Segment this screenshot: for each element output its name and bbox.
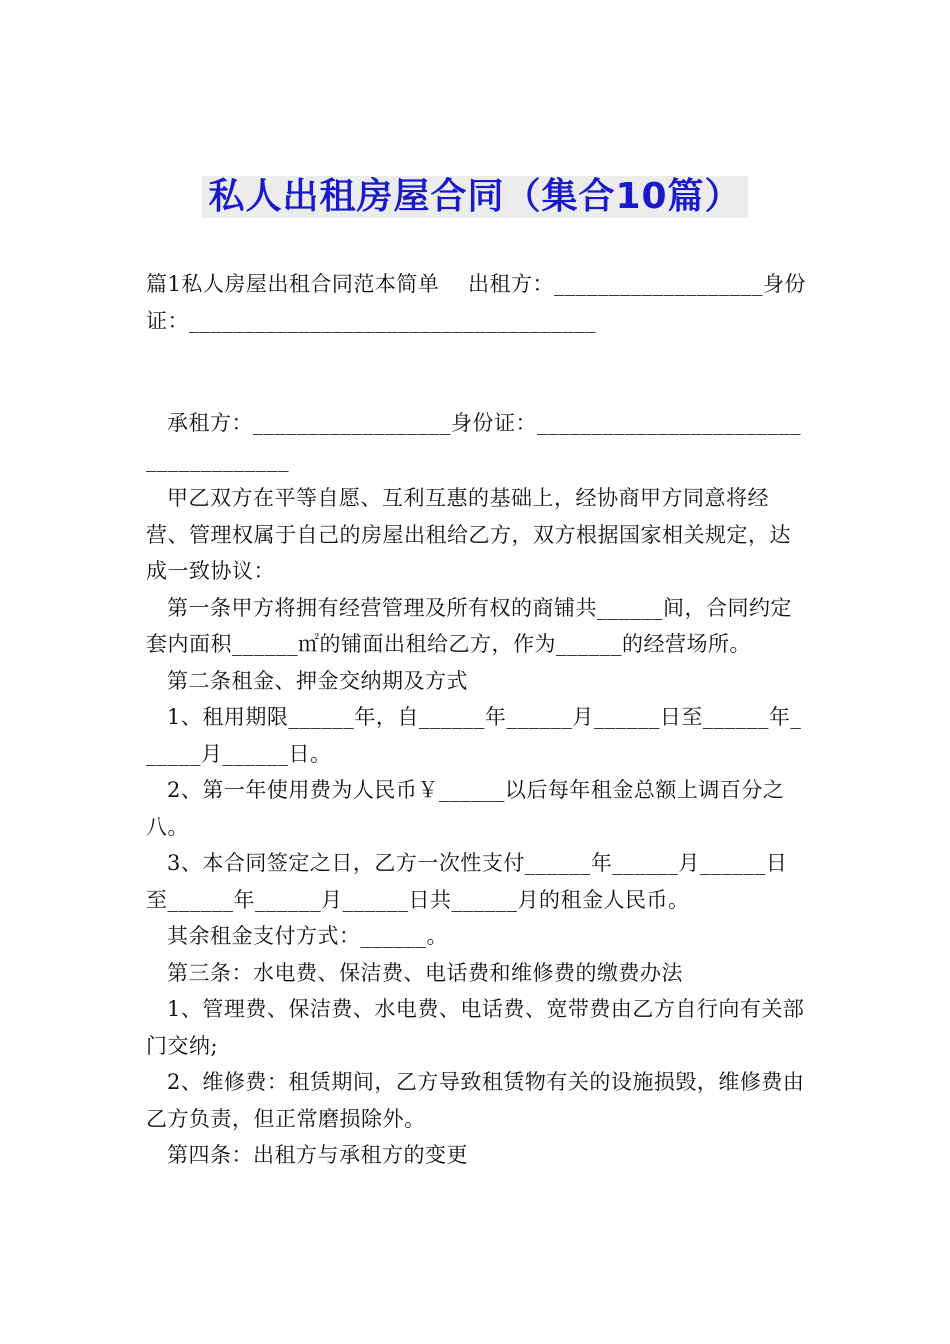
title-container — [0, 176, 950, 218]
document-title: 私人出租房屋合同（集合10篇） — [202, 176, 747, 218]
article-2-item-2: 2、第一年使用费为人民币￥______以后每年租金总额上调百分之八。 — [146, 778, 785, 839]
article-2-item-1: 1、租用期限______年，自______年______月______日至______年______月______日。 — [146, 705, 802, 766]
document-body — [146, 266, 808, 1174]
article-3-item-1: 1、管理费、保洁费、水电费、电话费、宽带费由乙方自行向有关部门交纳; — [146, 997, 805, 1058]
article-4-heading: 第四条：出租方与承租方的变更 — [167, 1143, 468, 1167]
agreement-paragraph: 甲乙双方在平等自愿、互利互惠的基础上，经协商甲方同意将经营、管理权属于自己的房屋出租给乙方，双方根据国家相关规定，达成一致协议： — [146, 486, 791, 583]
lessee-line: 承租方：__________________身份证：_____________________________________ — [146, 411, 801, 472]
article-2-item-3: 3、本合同签定之日，乙方一次性支付______年______月______日至______年______月______日共______月的租金人民币。 — [146, 851, 788, 912]
article-3-item-2: 2、维修费：租赁期间，乙方导致租赁物有关的设施损毁，维修费由乙方负责，但正常磨损除外。 — [146, 1070, 805, 1131]
other-payment-line: 其余租金支付方式：______。 — [167, 924, 448, 948]
article-1: 第一条甲方将拥有经营管理及所有权的商铺共______间，合同约定套内面积______㎡的铺面出租给乙方，作为______的经营场所。 — [146, 595, 792, 656]
intro-paragraph: 篇1私人房屋出租合同范本简单 出租方：___________________身份证：_____________________________________ — [146, 272, 807, 333]
article-2-heading: 第二条租金、押金交纳期及方式 — [167, 668, 468, 693]
article-3-heading: 第三条：水电费、保洁费、电话费和维修费的缴费办法 — [167, 960, 683, 985]
